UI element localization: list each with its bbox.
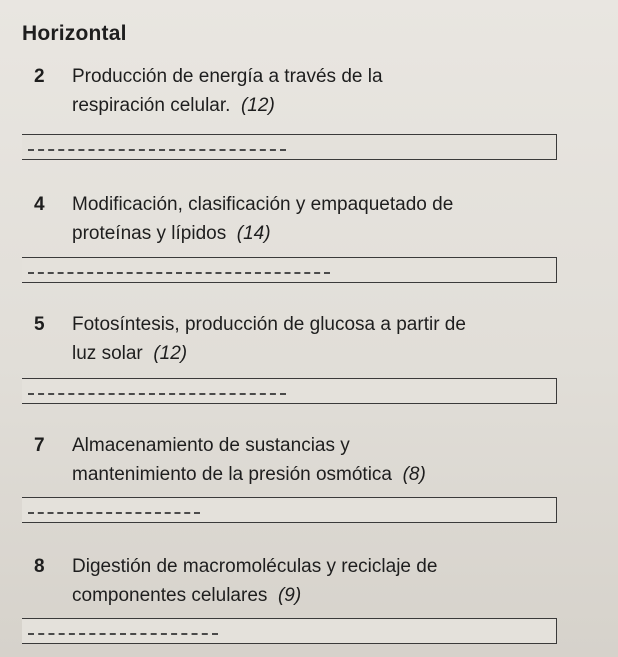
answer-field-4[interactable]: [22, 257, 557, 283]
clue-number: 4: [34, 194, 45, 215]
clue-line-1: Almacenamiento de sustancias y: [72, 435, 350, 456]
answer-field-8[interactable]: [22, 618, 557, 644]
clue-2: [34, 62, 574, 116]
answer-field-2[interactable]: [22, 134, 557, 160]
answer-field-5[interactable]: [22, 378, 557, 404]
clue-line-1: Producción de energía a través de la: [72, 66, 383, 87]
letter-count-hint: (8): [402, 464, 426, 485]
clue-line-2: [72, 460, 582, 489]
clue-4: [34, 190, 574, 244]
clue-8: [34, 552, 574, 606]
clue-line-2-text: luz solar: [72, 343, 143, 364]
clue-line-2-text: proteínas y lípidos: [72, 223, 227, 244]
clue-line-2: [72, 219, 582, 248]
clue-line-2-text: respiración celular.: [72, 95, 231, 116]
answer-blanks: [28, 272, 330, 274]
clue-number: 8: [34, 556, 45, 577]
clue-number: 5: [34, 314, 45, 335]
answer-blanks: [28, 393, 286, 395]
answer-blanks: [28, 633, 218, 635]
clue-line-2-text: componentes celulares: [72, 585, 268, 606]
clue-text: [72, 190, 582, 248]
clue-text: [72, 552, 582, 610]
clue-text: [72, 431, 582, 489]
clue-line-2: [72, 91, 582, 120]
letter-count-hint: (12): [153, 343, 188, 364]
clue-line-2: [72, 581, 582, 610]
clue-line-1: Modificación, clasificación y empaquetado de: [72, 194, 454, 215]
clue-line-2: [72, 339, 582, 368]
clue-line-1: Fotosíntesis, producción de glucosa a partir de: [72, 314, 466, 335]
clue-text: [72, 310, 582, 368]
letter-count-hint: (9): [277, 585, 302, 606]
answer-blanks: [28, 149, 286, 151]
clue-line-2-text: mantenimiento de la presión osmótica: [72, 464, 393, 485]
clue-line-1: Digestión de macromoléculas y reciclaje de: [72, 556, 438, 577]
letter-count-hint: (12): [240, 95, 275, 116]
clue-number: 2: [34, 66, 45, 87]
clue-number: 7: [34, 435, 45, 456]
answer-blanks: [28, 512, 200, 514]
letter-count-hint: (14): [236, 223, 271, 244]
section-heading: Horizontal: [22, 22, 127, 45]
clue-5: [34, 310, 574, 364]
clue-text: [72, 62, 582, 120]
answer-field-7[interactable]: [22, 497, 557, 523]
clue-7: [34, 431, 574, 485]
